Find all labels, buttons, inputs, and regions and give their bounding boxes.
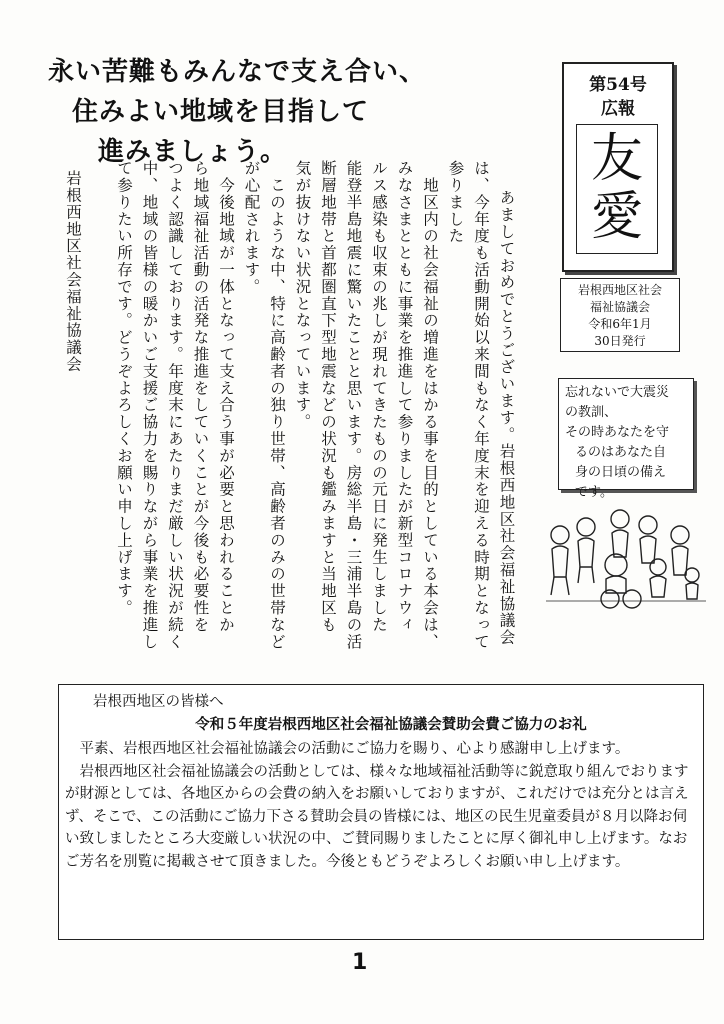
headline-line-1: 永い苦難もみんなで支え合い、 bbox=[48, 57, 427, 87]
notice-paragraph-2: 岩根西地区社会福祉協議会の活動としては、様々な地域福祉活動等に鋭意取り組んでおりますが財源としては、各地区からの会費の納入をお願いしておりますが、これだけでは充分とは言えず、そこで、この活動にご協力下さる賛助会員の皆様には、地区の民生児童委員が８月以降お伺い致しましたところ大変厳しい状況の中、ご賛同賜りましたことに厚く御礼申し上げます。なおご芳名を別覧に掲載させて頂きました。今後ともどうぞよろしくお願い申し上げます。 bbox=[65, 763, 689, 870]
greeting-body: あましておめでとうございます。岩根西地区社会福祉協議会 は、今年度も活動開始以来間もなく年度末を迎える時期となって 参りました 地区内の社会福祉の増進をはかる事を目的としている本会は、 みなさまとともに事業を推進して参りましたが新型コロナウィ ルス感染も収束の兆しが現れてきたものの元日に発生しました 能登半島地震に驚いたことと思います。房総半島・三浦半島の活 断層地帯と首都圏直下型地震などの状況も鑑みますと当地区も 気が抜けない状況となっています。 このような中、特に高齢者の独り世帯、高齢者のみの世帯など が心配されます。 今後地域が一体となって支え合う事が必要と思われることか ら地域福祉活動の活発な推進をしていくことが今後も必要性を つよく認識しております。年度末にあたりまだ厳しい状況が続く 中、地域の皆様の暖かいご支援ご協力を賜りながら事業を推進し て参りたい所存です。どうぞよろしくお願い申し上げます。 bbox=[115, 160, 516, 651]
headline-line-3: 進みましょう。 bbox=[98, 137, 288, 167]
publish-date-line-2: 30日発行 bbox=[594, 334, 646, 348]
masthead bbox=[562, 62, 674, 272]
publisher-line-1: 岩根西地区社会 bbox=[577, 283, 662, 297]
memo-line-5: 身の日頃の備え bbox=[575, 465, 667, 480]
newsletter-title bbox=[576, 124, 658, 254]
donation-thanks-notice bbox=[58, 684, 704, 940]
notice-paragraph-1: 平素、岩根西地区社会福祉協議会の活動にご協力を賜り、心より感謝申し上げます。 bbox=[79, 741, 630, 757]
greeting-article bbox=[64, 160, 544, 680]
title-char-1: 友 bbox=[590, 129, 643, 189]
disaster-memo-box bbox=[558, 378, 694, 500]
page-number: 1 bbox=[352, 950, 368, 975]
memo-line-2: の教訓、 bbox=[565, 405, 618, 420]
issue-number: 第54号 bbox=[589, 75, 647, 95]
notice-addressee: 岩根西地区の皆様へ bbox=[93, 694, 224, 710]
memo-line-3: その時あなたを守 bbox=[565, 425, 670, 440]
publication-kind: 広報 bbox=[601, 99, 635, 119]
headline-line-2: 住みよい地域を目指して bbox=[72, 97, 370, 127]
publish-date-line-1: 令和6年1月 bbox=[588, 317, 652, 331]
publisher-line-2: 福祉協議会 bbox=[589, 300, 650, 314]
memo-line-4: るのはあなた自 bbox=[575, 445, 667, 460]
community-illustration bbox=[540, 505, 710, 613]
memo-line-1: 忘れないで大震災 bbox=[565, 385, 670, 400]
title-char-2: 愛 bbox=[590, 187, 643, 247]
headline bbox=[48, 52, 426, 172]
greeting-signature: 岩根西地区社会福祉協議会 bbox=[64, 170, 82, 373]
notice-title: 令和５年度岩根西地区社会福祉協議会賛助会費ご協力のお礼 bbox=[195, 715, 587, 733]
memo-line-6: です。 bbox=[575, 485, 613, 500]
publisher-box bbox=[560, 278, 680, 352]
